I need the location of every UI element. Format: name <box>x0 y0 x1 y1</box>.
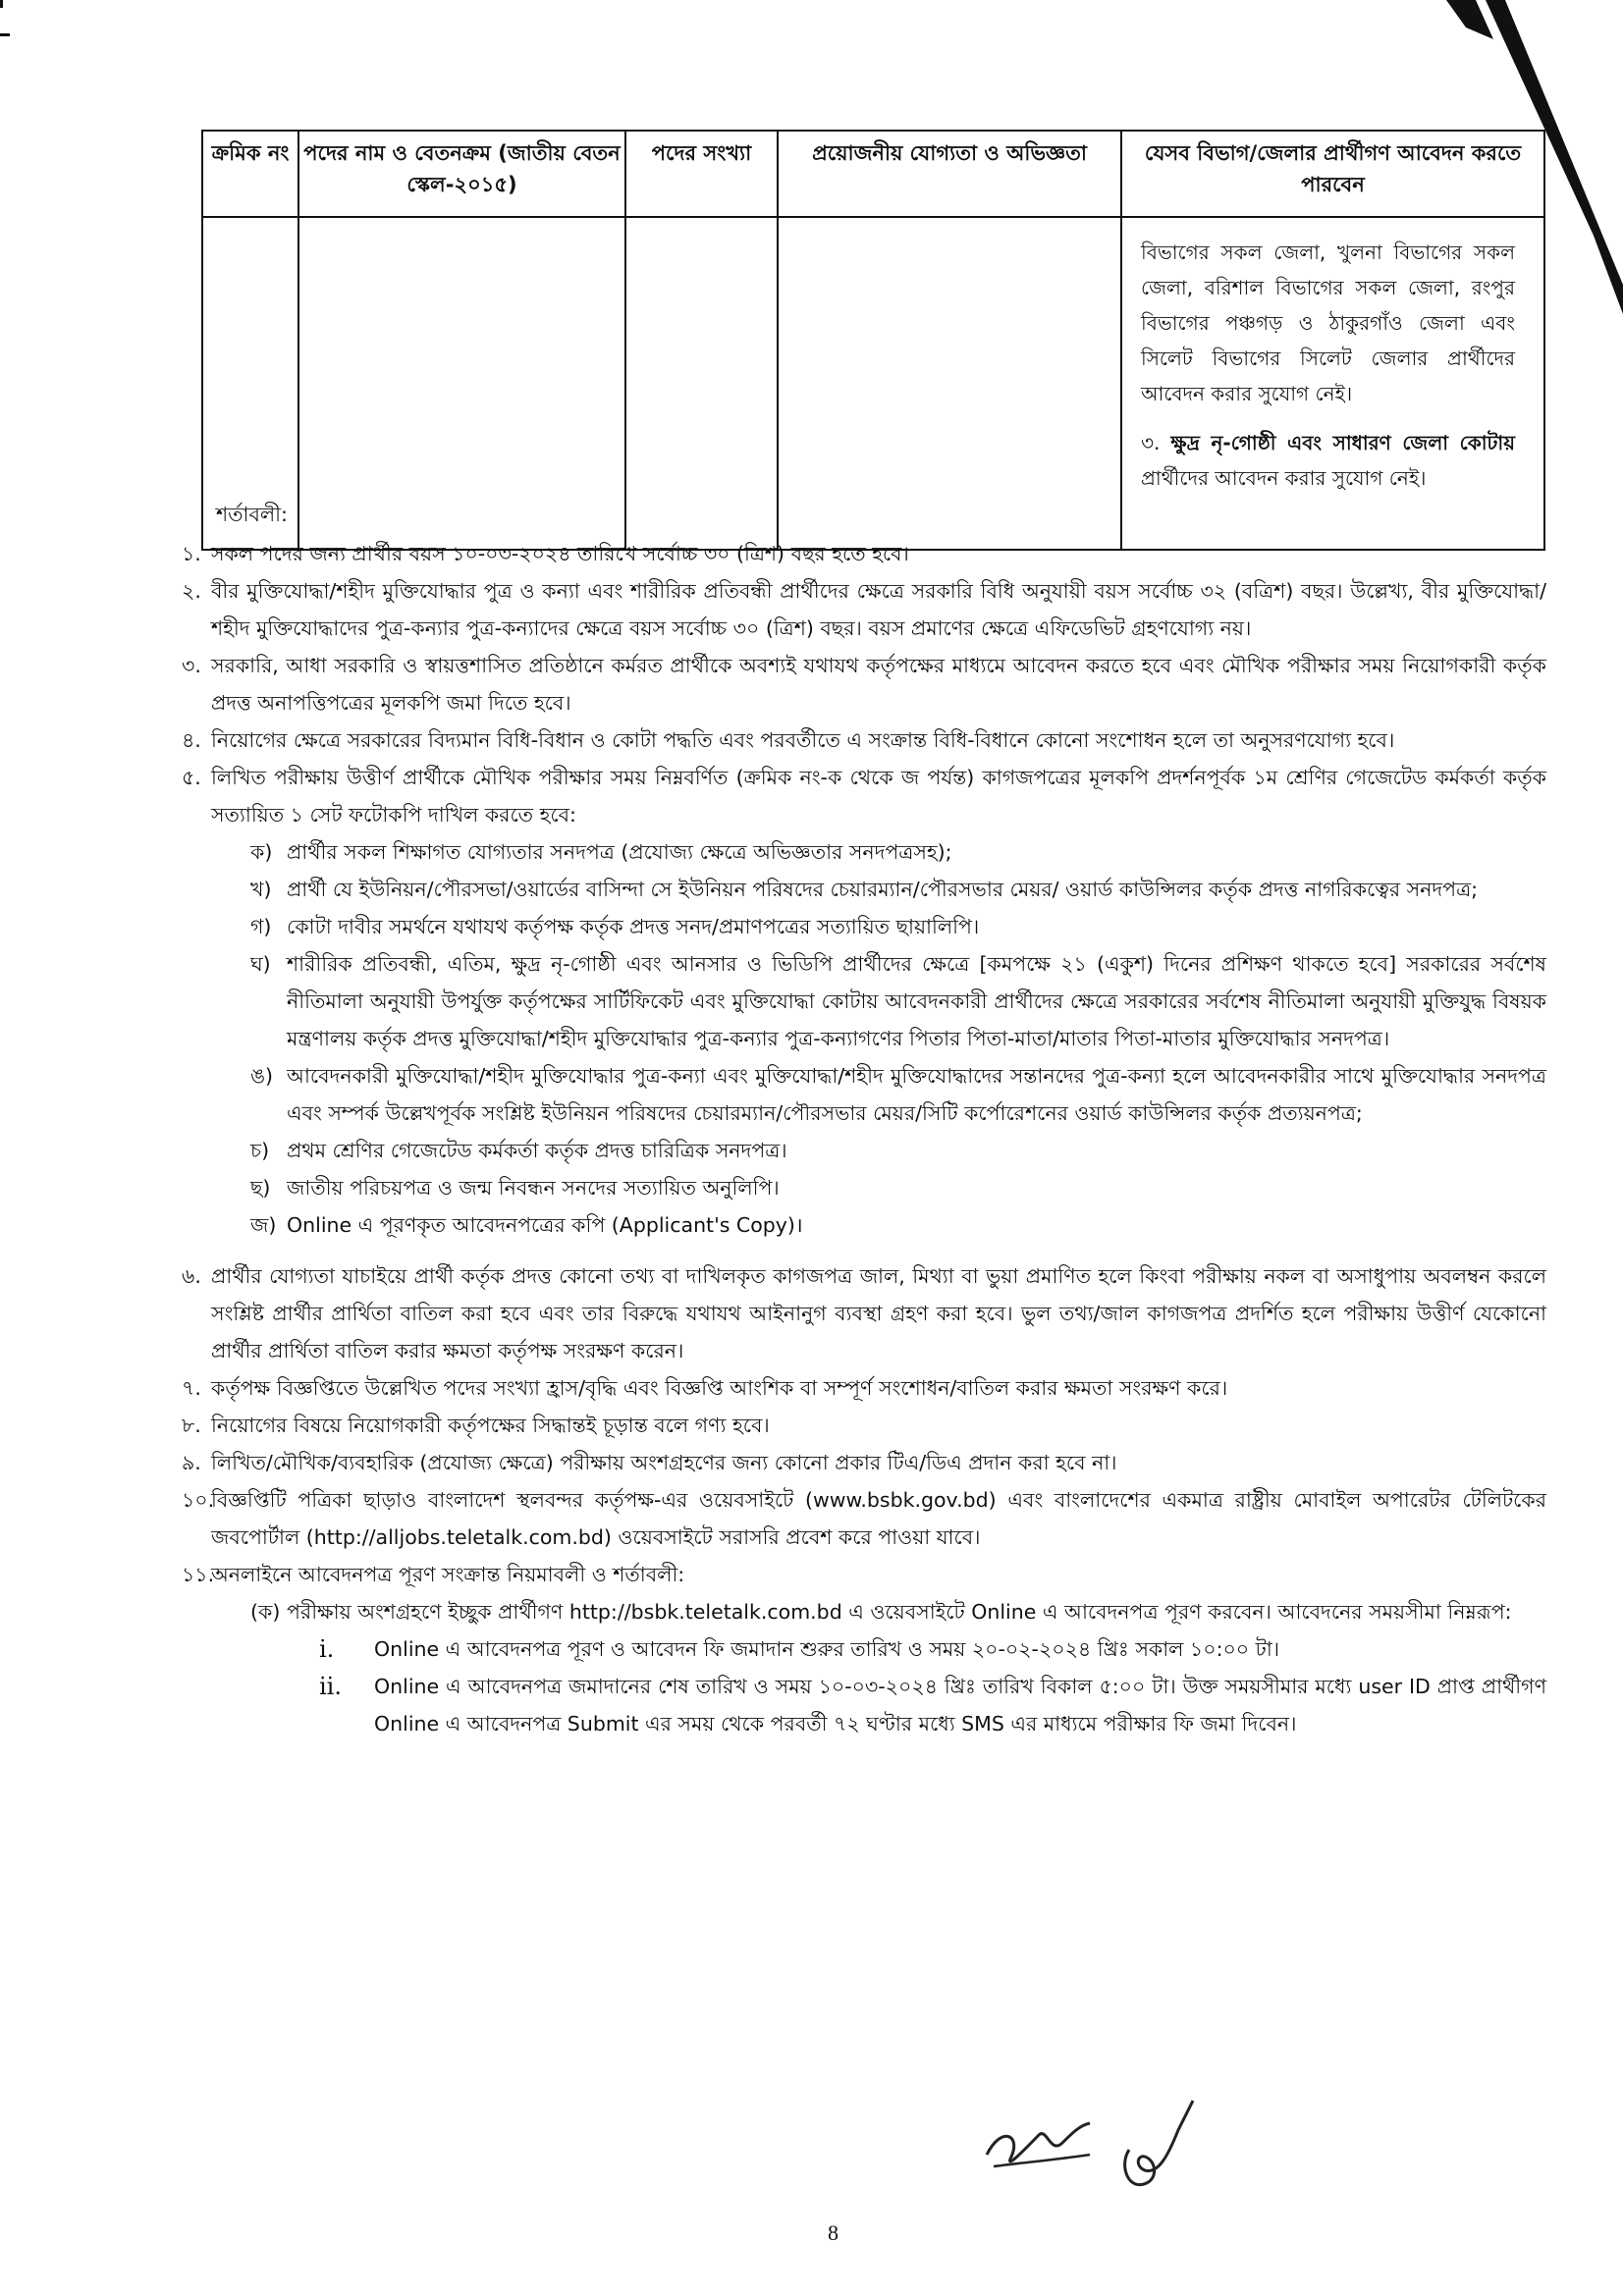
item-number: ১০. <box>182 1488 215 1512</box>
item-number: (ক) <box>250 1600 281 1624</box>
item-text: কর্তৃপক্ষ বিজ্ঞপ্তিতে উল্লেখিত পদের সংখ্যা হ্রাস/বৃদ্ধি এবং বিজ্ঞপ্তি আংশিক বা সম্পূর্ণ সংশোধন/বাতিল করার ক্ষমতা সংরক্ষণ করে। <box>211 1376 1228 1400</box>
item-text: সকল পদের জন্য প্রার্থীর বয়স ১০-০৩-২০২৪ তারিখে সর্বোচ্চ ৩০ (ত্রিশ) বছর হতে হবে। <box>211 542 909 565</box>
document-list-item <box>250 1206 1546 1244</box>
item-text: প্রার্থীদের আবেদন করার সুযোগ নেই। <box>1141 466 1427 490</box>
col-header-count: পদের সংখ্যা <box>625 131 778 217</box>
document-list-item <box>250 1132 1546 1169</box>
condition-item <box>182 721 1546 759</box>
qualification-table <box>201 130 1545 551</box>
document-list-item <box>250 871 1546 908</box>
scan-mark <box>0 0 3 8</box>
item-number: ১. <box>182 542 201 565</box>
condition-item <box>182 572 1546 647</box>
conditions-section <box>182 496 1546 1742</box>
item-number: চ) <box>250 1139 270 1162</box>
condition-item <box>182 1481 1546 1556</box>
item-number: ছ) <box>250 1176 271 1200</box>
item-number: গ) <box>250 915 272 938</box>
document-list-item <box>250 908 1546 945</box>
timeline-point <box>319 1630 1546 1668</box>
item-text: বীর মুক্তিযোদ্ধা/শহীদ মুক্তিযোদ্ধার পুত্র ও কন্যা এবং শারীরিক প্রতিবন্ধী প্রার্থীদের ক্ষেত্রে সরকারি বিধি অনুযায়ী বয়স সর্বোচ্চ ৩২ (বত্রিশ) বছর। উল্লেখ্য, বীর মুক্তিযোদ্ধা/শহীদ মুক্তিযোদ্ধাদের পুত্র-কন্যার পুত্র-কন্যাদের ক্ষেত্রে বয়স সর্বোচ্চ ৩০ (ত্রিশ) বছর। বয়স প্রমাণের ক্ষেত্রে এফিডেভিট গ্রহণযোগ্য নয়। <box>211 579 1546 640</box>
col-header-post: পদের নাম ও বেতনক্রম (জাতীয় বেতন স্কেল-২০১৫) <box>298 131 625 217</box>
item-text: কোটা দাবীর সমর্থনে যথাযথ কর্তৃপক্ষ কর্তৃক প্রদত্ত সনদ/প্রমাণপত্রের সত্যায়িত ছায়ালিপি। <box>287 915 980 938</box>
item-text: প্রার্থী যে ইউনিয়ন/পৌরসভা/ওয়ার্ডের বাসিন্দা সে ইউনিয়ন পরিষদের চেয়ারম্যান/পৌরসভার মেয়র/ ওয়ার্ড কাউন্সিলর কর্তৃক প্রদত্ত নাগরিকত্বের সনদপত্র; <box>287 878 1479 901</box>
item-text: লিখিত/মৌখিক/ব্যবহারিক (প্রযোজ্য ক্ষেত্রে) পরীক্ষায় অংশগ্রহণের জন্য কোনো প্রকার টিএ/ডিএ প্রদান করা হবে না। <box>211 1451 1117 1474</box>
conditions-heading: শর্তাবলী: <box>216 503 288 526</box>
item-text: প্রার্থীর সকল শিক্ষাগত যোগ্যতার সনদপত্র (প্রযোজ্য ক্ষেত্রে অভিজ্ঞতার সনদপত্রসহ); <box>287 840 952 864</box>
document-list-item <box>250 1057 1546 1132</box>
item-number: ২. <box>182 579 201 603</box>
item-text: প্রথম শ্রেণির গেজেটেড কর্মকর্তা কর্তৃক প্রদত্ত চারিত্রিক সনদপত্র। <box>287 1139 787 1162</box>
item-text: অনলাইনে আবেদনপত্র পূরণ সংক্রান্ত নিয়মাবলী ও শর্তাবলী: <box>211 1563 685 1586</box>
condition-item <box>182 1444 1546 1481</box>
item-number: ঘ) <box>250 952 271 976</box>
item-number: জ) <box>250 1213 277 1237</box>
item-number: ৭. <box>182 1376 201 1400</box>
item-text: Online এ আবেদনপত্র জমাদানের শেষ তারিখ ও সময় ১০-০৩-২০২৪ খ্রিঃ তারিখ বিকাল ৫:০০ টা। উক্ত সময়সীমার মধ্যে user ID প্রাপ্ত প্রার্থীগণ Online এ আবেদনপত্র Submit এর সময় থেকে পরবর্তী ৭২ ঘণ্টার মধ্যে SMS এর মাধ্যমে পরীক্ষার ফি জমা দিবেন। <box>374 1675 1546 1735</box>
item-number: i. <box>319 1635 335 1663</box>
item-text: শারীরিক প্রতিবন্ধী, এতিম, ক্ষুদ্র নৃ-গোষ্ঠী এবং আনসার ও ভিডিপি প্রার্থীদের ক্ষেত্রে [কমপক্ষে ২১ (একুশ) দিনের প্রশিক্ষণ থাকতে হবে] সরকারের সর্বশেষ নীতিমালা অনুযায়ী উপর্যুক্ত কর্তৃপক্ষের সার্টিফিকেট এবং মুক্তিযোদ্ধা কোটায় আবেদনকারী প্রার্থীদের ক্ষেত্রে সরকারের সর্বশেষ নীতিমালা অনুযায়ী মুক্তিযুদ্ধ বিষয়ক মন্ত্রণালয় কর্তৃক প্রদত্ত মুক্তিযোদ্ধা/শহীদ মুক্তিযোদ্ধার পুত্র-কন্যার পুত্র-কন্যাগণের পিতার পিতা-মাতা/মাতার পিতা-মাতার মুক্তিযোদ্ধার সনদপত্র। <box>287 952 1546 1050</box>
item-bold-text: ক্ষুদ্র নৃ-গোষ্ঠী এবং সাধারণ জেলা কোটায় <box>1170 431 1515 454</box>
item-text: নিয়োগের ক্ষেত্রে সরকারের বিদ্যমান বিধি-বিধান ও কোটা পদ্ধতি এবং পরবর্তীতে এ সংক্রান্ত বিধি-বিধানে কোনো সংশোধন হলে তা অনুসরণযোগ্য হবে। <box>211 728 1395 752</box>
condition-item <box>182 647 1546 721</box>
item-number: ৮. <box>182 1414 201 1437</box>
item-number: ৯. <box>182 1451 201 1474</box>
col-header-qualification: প্রয়োজনীয় যোগ্যতা ও অভিজ্ঞতা <box>778 131 1121 217</box>
item-text: আবেদনকারী মুক্তিযোদ্ধা/শহীদ মুক্তিযোদ্ধার পুত্র-কন্যা এবং মুক্তিযোদ্ধা/শহীদ মুক্তিযোদ্ধাদের সন্তানদের পুত্র-কন্যা হলে আবেদনকারীর সাথে মুক্তিযোদ্ধার সনদপত্র এবং সম্পর্ক উল্লেখপূর্বক সংশ্লিষ্ট ইউনিয়ন পরিষদের চেয়ারম্যান/পৌরসভার মেয়র/সিটি কর্পোরেশনের ওয়ার্ড কাউন্সিলর কর্তৃক প্রত্যয়নপত্র; <box>287 1064 1546 1125</box>
item-text: পরীক্ষায় অংশগ্রহণে ইচ্ছুক প্রার্থীগণ http://bsbk.teletalk.com.bd এ ওয়েবসাইটে Online এ আবেদনপত্র পূরণ করবেন। আবেদনের সময়সীমা নিম্নরূপ: <box>287 1600 1512 1624</box>
document-list-item <box>250 945 1546 1057</box>
table-header-row <box>202 131 1544 217</box>
col-header-eligible-districts: যেসব বিভাগ/জেলার প্রার্থীগণ আবেদন করতে পারবেন <box>1121 131 1544 217</box>
condition-item <box>182 759 1546 833</box>
item-text: জাতীয় পরিচয়পত্র ও জন্ম নিবন্ধন সনদের সত্যায়িত অনুলিপি। <box>287 1176 780 1200</box>
page-number: 8 <box>828 2220 839 2245</box>
scan-mark <box>0 33 10 36</box>
districts-item-3 <box>1141 425 1515 496</box>
item-number: ৩. <box>1141 431 1161 454</box>
item-number: খ) <box>250 878 272 901</box>
item-number: ৬. <box>182 1264 201 1288</box>
item-number: ঙ) <box>250 1064 274 1088</box>
item-text: সরকারি, আধা সরকারি ও স্বায়ত্তশাসিত প্রতিষ্ঠানে কর্মরত প্রার্থীকে অবশ্যই যথাযথ কর্তৃপক্ষের মাধ্যমে আবেদন করতে হবে এবং মৌখিক পরীক্ষার সময় নিয়োগকারী কর্তৃক প্রদত্ত অনাপত্তিপত্রের মূলকপি জমা দিতে হবে। <box>211 654 1546 715</box>
item-number: ১১. <box>182 1563 215 1586</box>
signature-mark <box>982 2096 1217 2204</box>
item-text: নিয়োগের বিষয়ে নিয়োগকারী কর্তৃপক্ষের সিদ্ধান্তই চূড়ান্ত বলে গণ্য হবে। <box>211 1414 770 1437</box>
item-text: প্রার্থীর যোগ্যতা যাচাইয়ে প্রার্থী কর্তৃক প্রদত্ত কোনো তথ্য বা দাখিলকৃত কাগজপত্র জাল, মিথ্যা বা ভুয়া প্রমাণিত হলে কিংবা পরীক্ষায় নকল বা অসাধুপায় অবলম্বন করলে সংশ্লিষ্ট প্রার্থীর প্রার্থিতা বাতিল করা হবে এবং তার বিরুদ্ধে যথাযথ আইনানুগ ব্যবস্থা গ্রহণ করা হবে। ভুল তথ্য/জাল কাগজপত্র প্রদর্শিত হলে পরীক্ষায় উত্তীর্ণ যেকোনো প্রার্থীর প্রার্থিতা বাতিল করার ক্ষমতা কর্তৃপক্ষ সংরক্ষণ করেন। <box>211 1264 1546 1362</box>
item-number: ৫. <box>182 766 201 789</box>
districts-text: বিভাগের সকল জেলা, খুলনা বিভাগের সকল জেলা, বরিশাল বিভাগের সকল জেলা, রংপুর বিভাগের পঞ্চগড় ও ঠাকুরগাঁও জেলা এবং সিলেট বিভাগের সিলেট জেলার প্রার্থীদের আবেদন করার সুযোগ নেই। <box>1141 240 1515 405</box>
condition-item <box>182 1407 1546 1444</box>
timeline-point <box>319 1668 1546 1742</box>
condition-item <box>182 1257 1546 1369</box>
document-list-item <box>250 833 1546 871</box>
item-text: লিখিত পরীক্ষায় উত্তীর্ণ প্রার্থীকে মৌখিক পরীক্ষার সময় নিম্নবর্ণিত (ক্রমিক নং-ক থেকে জ পর্যন্ত) কাগজপত্রের মূলকপি প্রদর্শনপূর্বক ১ম শ্রেণির গেজেটেড কর্মকর্তা কর্তৃক সত্যায়িত ১ সেট ফটোকপি দাখিল করতে হবে: <box>211 766 1546 827</box>
spacer <box>182 1244 1546 1257</box>
item-number: ৩. <box>182 654 201 677</box>
condition-item <box>182 1369 1546 1407</box>
condition-item <box>182 535 1546 572</box>
item-number: ii. <box>319 1673 342 1700</box>
item-text: Online এ পূরণকৃত আবেদনপত্রের কপি (Applicant's Copy)। <box>287 1213 803 1237</box>
item-text: বিজ্ঞপ্তিটি পত্রিকা ছাড়াও বাংলাদেশ স্থলবন্দর কর্তৃপক্ষ-এর ওয়েবসাইটে (www.bsbk.gov.bd) এবং বাংলাদেশের একমাত্র রাষ্ট্রীয় মোবাইল অপারেটর টেলিটকের জবপোর্টাল (http://alljobs.teletalk.com.bd) ওয়েবসাইটে সরাসরি প্রবেশ করে পাওয়া যাবে। <box>211 1488 1546 1549</box>
item-number: ৪. <box>182 728 201 752</box>
item-text: Online এ আবেদনপত্র পূরণ ও আবেদন ফি জমাদান শুরুর তারিখ ও সময় ২০-০২-২০২৪ খ্রিঃ সকাল ১০:০০ টা। <box>374 1637 1280 1661</box>
condition-item <box>182 1556 1546 1593</box>
document-list-item <box>250 1169 1546 1206</box>
item-number: ক) <box>250 840 273 864</box>
online-rules-item <box>250 1593 1546 1630</box>
col-header-serial: ক্রমিক নং <box>202 131 298 217</box>
